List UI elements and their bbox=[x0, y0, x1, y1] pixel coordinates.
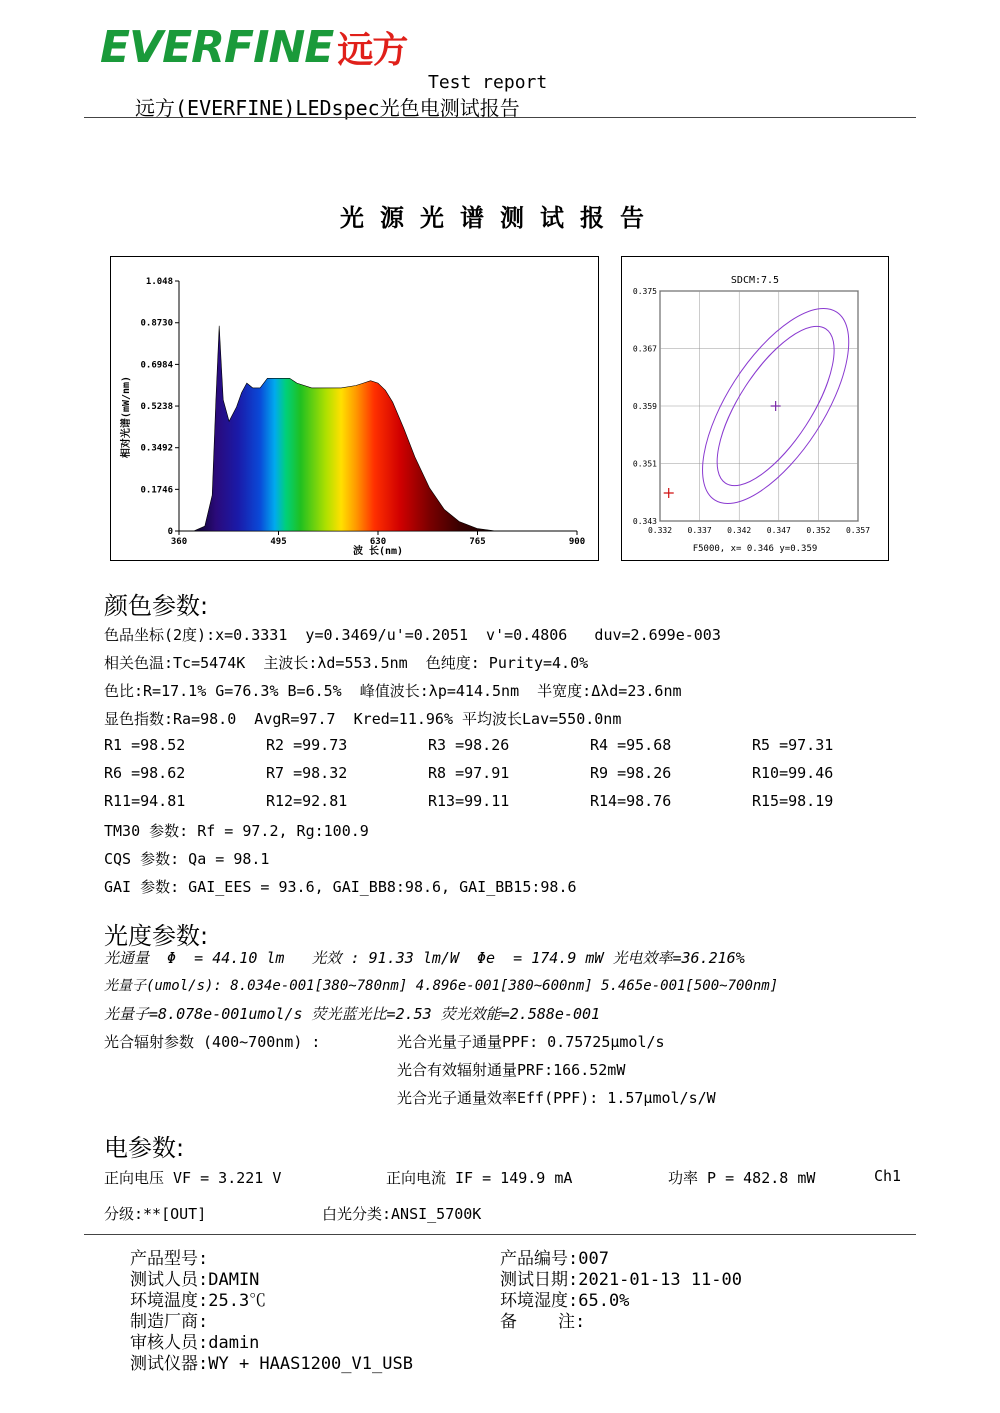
logo-text: EVERFINE bbox=[100, 22, 334, 73]
header-divider bbox=[84, 117, 916, 118]
chroma-y-tick-label: 0.351 bbox=[632, 459, 657, 469]
ambient-humidity: 环境湿度:65.0% bbox=[500, 1291, 630, 1311]
r-value: R8 =97.91 bbox=[428, 764, 510, 782]
r-value: R6 =98.62 bbox=[104, 764, 186, 782]
par-prf: 光合有效辐射通量PRF:166.52mW bbox=[397, 1061, 626, 1079]
photo-row-2: 光量子(umol/s): 8.034e-001[380~780nm] 4.896e-001[380~600nm] 5.465e-001[500~700nm] bbox=[104, 978, 779, 994]
chroma-x-tick-label: 0.352 bbox=[806, 526, 831, 535]
product-model: 产品型号: bbox=[130, 1249, 209, 1269]
photo-row-3: 光量子=8.078e-001umol/s 荧光蓝光比=2.53 荧光效能=2.588e-001 bbox=[104, 1005, 601, 1023]
r-value: R14=98.76 bbox=[590, 792, 672, 810]
instrument: 测试仪器:WY + HAAS1200_V1_USB bbox=[130, 1354, 413, 1374]
r-value: R9 =98.26 bbox=[590, 764, 672, 782]
elec-power: 功率 P = 482.8 mW bbox=[668, 1169, 816, 1187]
r-value: R10=99.46 bbox=[752, 764, 834, 782]
color-row-4: 显色指数:Ra=98.0 AvgR=97.7 Kred=11.96% 平均波长Lav=550.0nm bbox=[104, 710, 622, 728]
chroma-caption: F5000, x= 0.346 y=0.359 bbox=[692, 544, 818, 554]
chroma-x-tick-label: 0.357 bbox=[845, 526, 871, 535]
elec-vf: 正向电压 VF = 3.221 V bbox=[104, 1169, 282, 1187]
tester: 测试人员:DAMIN bbox=[130, 1270, 260, 1290]
ambient-temp: 环境温度:25.3℃ bbox=[130, 1291, 267, 1311]
color-row-3: 色比:R=17.1% G=76.3% B=6.5% 峰值波长:λp=414.5nm 半宽度:Δλd=23.6nm bbox=[104, 682, 682, 700]
spectrum-panel bbox=[110, 256, 599, 561]
section-photo-title: 光度参数: bbox=[104, 922, 209, 950]
spectrum-xlabel: 波 长(nm) bbox=[352, 546, 404, 557]
gai-row: GAI 参数: GAI_EES = 93.6, GAI_BB8:98.6, GAI_BB15:98.6 bbox=[104, 878, 577, 896]
spectrum-x-tick-label: 360 bbox=[170, 537, 188, 547]
everfine-logo bbox=[100, 22, 407, 73]
spectrum-area bbox=[194, 326, 496, 531]
r-value: R7 =98.32 bbox=[266, 764, 348, 782]
par-ppf: 光合光量子通量PPF: 0.75725μmol/s bbox=[397, 1033, 665, 1051]
r-value: R15=98.19 bbox=[752, 792, 834, 810]
sdcm-title: SDCM:7.5 bbox=[730, 275, 780, 286]
chroma-x-tick-label: 0.347 bbox=[766, 526, 791, 535]
section-elec-title: 电参数: bbox=[104, 1134, 185, 1162]
elec-if: 正向电流 IF = 149.9 mA bbox=[386, 1169, 573, 1187]
chroma-point-marker bbox=[664, 488, 674, 498]
chroma-y-tick-label: 0.375 bbox=[632, 287, 657, 296]
par-eff: 光合光子通量效率Eff(PPF): 1.57μmol/s/W bbox=[397, 1089, 716, 1107]
photo-row-1: 光通量 Φ = 44.10 lm 光效 : 91.33 lm/W Φe = 174.9 mW 光电效率=36.216% bbox=[104, 949, 745, 967]
spectrum-y-tick-label: 0.6984 bbox=[140, 360, 173, 371]
chromaticity-chart bbox=[622, 257, 888, 560]
spectrum-y-tick-label: 1.048 bbox=[145, 277, 173, 287]
reviewer: 审核人员:damin bbox=[130, 1333, 260, 1353]
spectrum-ylabel: 相对光谱(mW/nm) bbox=[121, 375, 132, 459]
spectrum-y-tick-label: 0.3492 bbox=[140, 443, 173, 454]
chroma-y-tick-label: 0.367 bbox=[632, 344, 657, 354]
chroma-y-tick-label: 0.343 bbox=[632, 517, 657, 526]
r-value: R1 =98.52 bbox=[104, 736, 186, 754]
section-color-title: 颜色参数: bbox=[104, 592, 209, 620]
logo-cn: 远方 bbox=[337, 30, 408, 71]
elec-channel: Ch1 bbox=[874, 1167, 902, 1185]
spectrum-y-tick-label: 0.8730 bbox=[140, 318, 173, 329]
chroma-x-tick-label: 0.342 bbox=[727, 526, 752, 535]
remark: 备 注: bbox=[500, 1312, 586, 1332]
report-title-cn: 远方(EVERFINE)LEDspec光色电测试报告 bbox=[135, 96, 520, 120]
r-value: R12=92.81 bbox=[266, 792, 348, 810]
spectrum-y-tick-label: 0.5238 bbox=[140, 402, 173, 413]
product-serial: 产品编号:007 bbox=[500, 1249, 609, 1269]
color-row-1: 色品坐标(2度):x=0.3331 y=0.3469/u'=0.2051 v'=0.4806 duv=2.699e-003 bbox=[104, 626, 721, 644]
spectrum-x-tick-label: 495 bbox=[270, 537, 287, 547]
spectrum-x-tick-label: 630 bbox=[369, 537, 387, 547]
chroma-point-marker bbox=[771, 401, 781, 411]
spectrum-chart bbox=[111, 257, 598, 560]
chroma-y-tick-label: 0.359 bbox=[632, 402, 657, 411]
r-value: R2 =99.73 bbox=[266, 736, 348, 754]
grade: 分级:**[OUT] bbox=[104, 1205, 207, 1223]
test-date: 测试日期:2021-01-13 11-00 bbox=[500, 1270, 742, 1290]
report-title-en: Test report bbox=[428, 72, 548, 93]
spectrum-y-tick-label: 0 bbox=[167, 527, 173, 537]
r-value: R11=94.81 bbox=[104, 792, 186, 810]
manufacturer: 制造厂商: bbox=[130, 1312, 209, 1332]
color-row-2: 相关色温:Tc=5474K 主波长:λd=553.5nm 色纯度: Purity=4.0% bbox=[104, 654, 589, 672]
white-class: 白光分类:ANSI_5700K bbox=[322, 1205, 482, 1223]
r-value: R4 =95.68 bbox=[590, 736, 672, 754]
spectrum-y-tick-label: 0.1746 bbox=[140, 485, 173, 496]
page-title: 光源光谱测试报告 bbox=[340, 204, 660, 232]
tm30-row: TM30 参数: Rf = 97.2, Rg:100.9 bbox=[104, 822, 369, 840]
r-value: R3 =98.26 bbox=[428, 736, 510, 754]
chromaticity-panel bbox=[621, 256, 889, 561]
r-value: R13=99.11 bbox=[428, 792, 510, 810]
spectrum-x-tick-label: 900 bbox=[568, 537, 586, 547]
spectrum-x-tick-label: 765 bbox=[469, 537, 486, 547]
chroma-x-tick-label: 0.337 bbox=[687, 526, 712, 535]
cqs-row: CQS 参数: Qa = 98.1 bbox=[104, 850, 270, 868]
par-label: 光合辐射参数 (400~700nm) : bbox=[104, 1033, 321, 1051]
chroma-x-tick-label: 0.332 bbox=[647, 526, 673, 535]
footer-divider bbox=[84, 1234, 916, 1235]
r-value: R5 =97.31 bbox=[752, 736, 834, 754]
